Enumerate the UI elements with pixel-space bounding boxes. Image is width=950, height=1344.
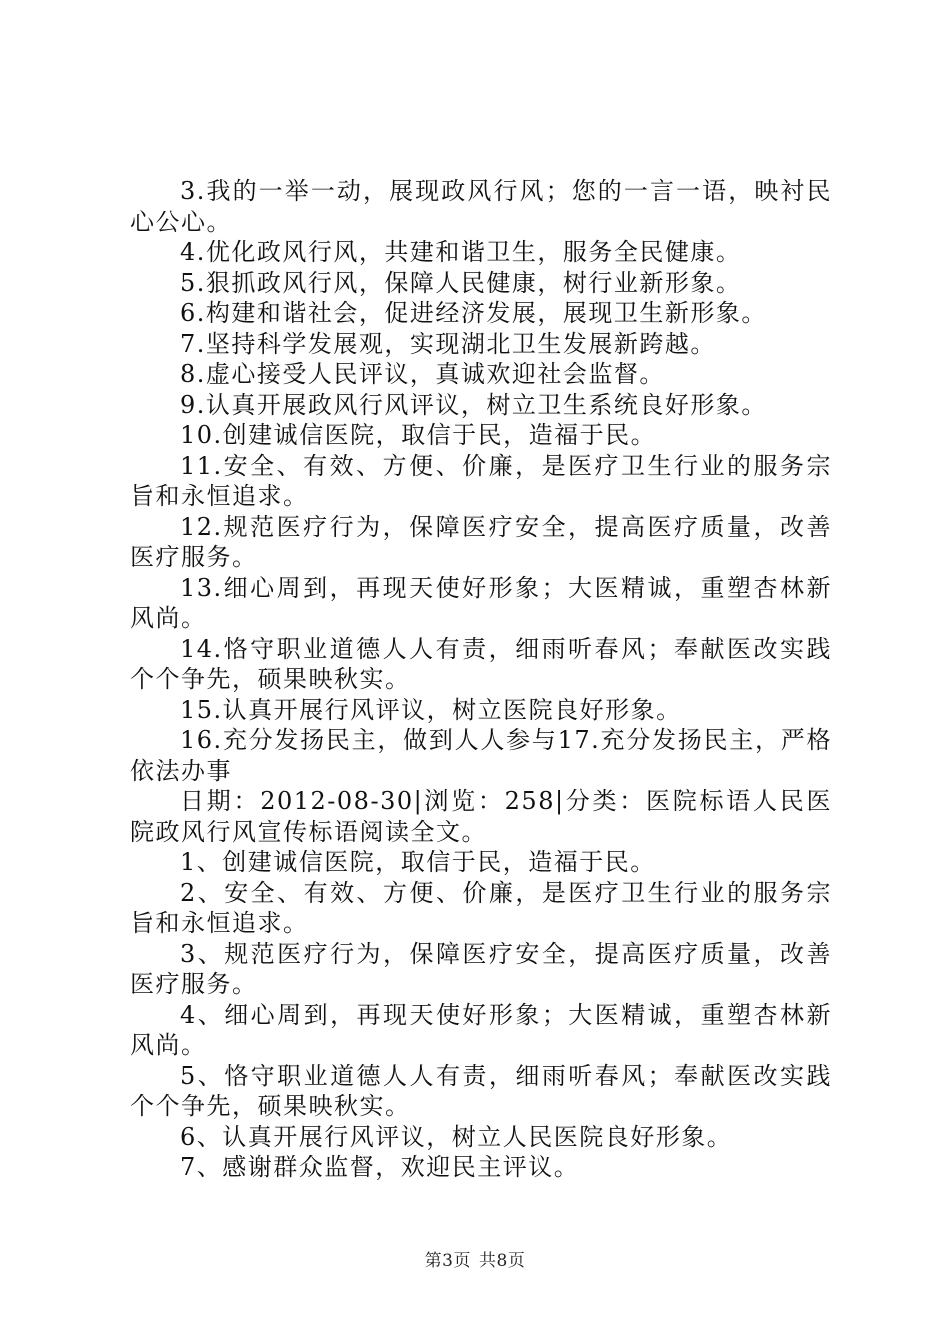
paragraph: 1、创建诚信医院，取信于民，造福于民。 (180, 848, 656, 876)
paragraph: 5.狠抓政风行风，保障人民健康，树行业新形象。 (180, 268, 742, 297)
paragraph: 11.安全、有效、方便、价廉，是医疗卫生行业的服务宗旨和永恒追求。 (130, 451, 832, 510)
paragraph: 9.认真开展政风行风评议，树立卫生系统良好形象。 (180, 390, 767, 419)
paragraph: 2、安全、有效、方便、价廉，是医疗卫生行业的服务宗旨和永恒追求。 (130, 878, 832, 937)
paragraph: 3、规范医疗行为，保障医疗安全，提高医疗质量，改善医疗服务。 (130, 939, 832, 998)
paragraph: 16.充分发扬民主，做到人人参与17.充分发扬民主，严格依法办事 (130, 726, 832, 785)
page-footer (0, 1246, 950, 1271)
paragraph: 12.规范医疗行为，保障医疗安全，提高医疗质量，改善医疗服务。 (130, 512, 832, 571)
page-total: 共8页 (479, 1251, 526, 1271)
paragraph: 10.创建诚信医院，取信于民，造福于民。 (180, 421, 657, 449)
paragraph: 4.优化政风行风，共建和谐卫生，服务全民健康。 (180, 238, 742, 266)
paragraph: 日期：2012-08-30|浏览：258|分类：医院标语人民医院政风行风宣传标语阅读全文。 (130, 787, 832, 846)
paragraph: 7.坚持科学发展观，实现湖北卫生发展新跨越。 (180, 329, 716, 358)
paragraph: 3.我的一举一动，展现政风行风；您的一言一语，映衬民心公心。 (130, 177, 832, 236)
paragraph: 14.恪守职业道德人人有责，细雨听春风；奉献医改实践个个争先，硕果映秋实。 (130, 634, 832, 693)
paragraph: 15.认真开展行风评议，树立医院良好形象。 (180, 695, 682, 724)
paragraph: 8.虚心接受人民评议，真诚欢迎社会监督。 (180, 360, 665, 388)
paragraph: 7、感谢群众监督，欢迎民主评议。 (180, 1153, 580, 1181)
paragraph: 13.细心周到，再现天使好形象；大医精诚，重塑杏林新风尚。 (130, 573, 832, 632)
paragraph: 4、细心周到，再现天使好形象；大医精诚，重塑杏林新风尚。 (130, 1000, 832, 1059)
page-number: 第3页 (424, 1251, 471, 1271)
paragraph: 6.构建和谐社会，促进经济发展，展现卫生新形象。 (180, 299, 767, 327)
paragraph: 5、恪守职业道德人人有责，细雨听春风；奉献医改实践个个争先，硕果映秋实。 (130, 1061, 832, 1120)
paragraph: 6、认真开展行风评议，树立人民医院良好形象。 (180, 1122, 733, 1151)
document-body (130, 176, 832, 1183)
